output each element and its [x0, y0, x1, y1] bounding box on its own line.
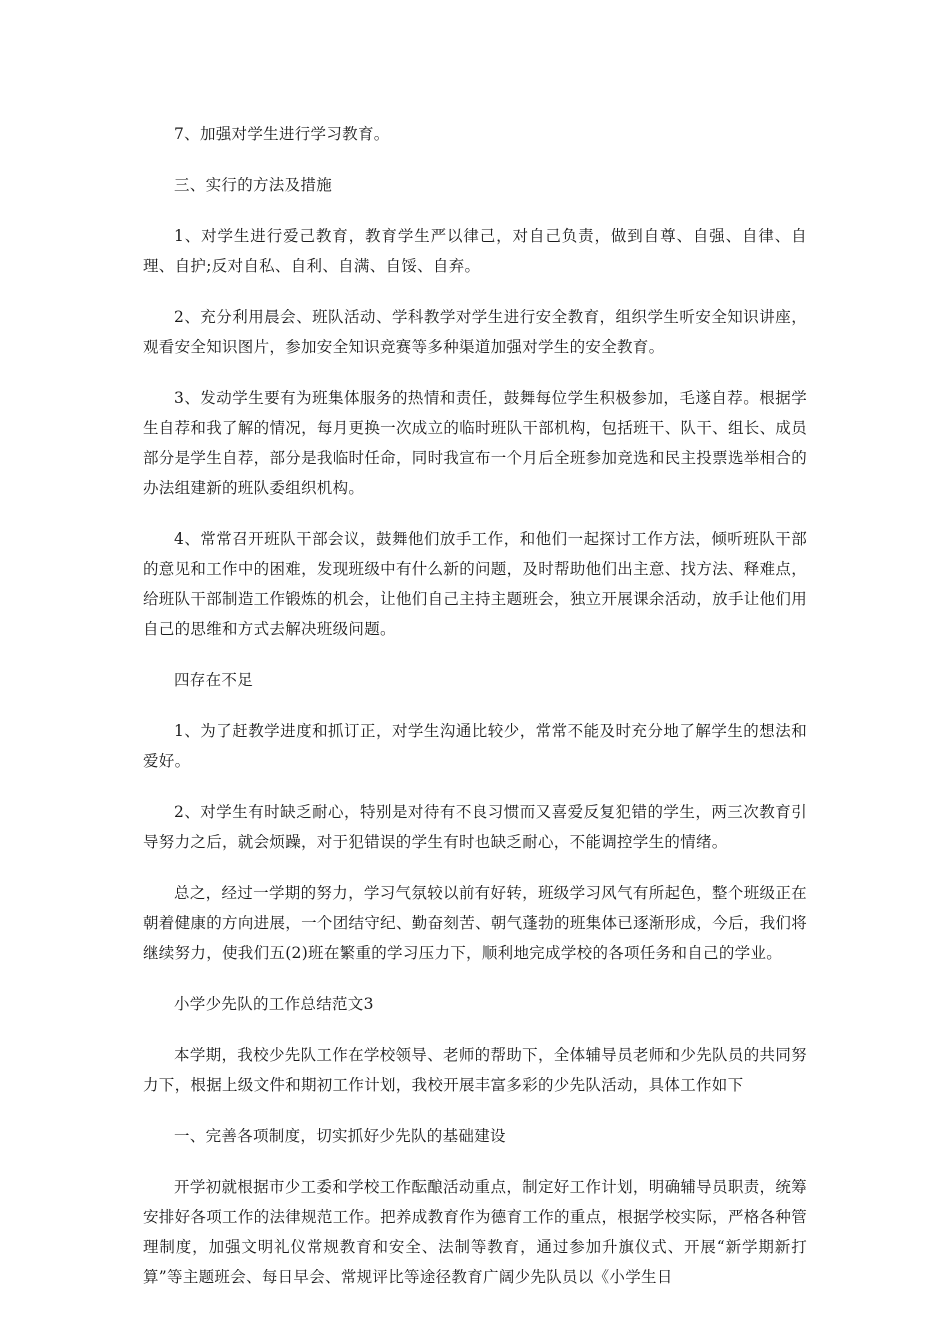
heading-sample-essay-3: 小学少先队的工作总结范文3: [174, 995, 374, 1013]
heading-methods-measures: 三、实行的方法及措施: [174, 176, 333, 194]
paragraph-class-cadre-selection: 3、发动学生要有为班集体服务的热情和责任，鼓舞每位学生积极参加，毛遂自荐。根据学生自荐和我了解的情况，每月更换一次成立的临时班队干部机构，包括班干、队干、组长、成员部分是学生自荐，部分是我临时任命，同时我宣布一个月后全班参加竞选和民主投票选举相合的办法组建新的班队委组织机构。: [143, 389, 807, 497]
paragraph-self-love-education: 1、对学生进行爱己教育，教育学生严以律己，对自己负责，做到自尊、自强、自律、自理、自护;反对自私、自利、自满、自馁、自弃。: [143, 227, 807, 275]
paragraph-cadre-meetings: 4、常常召开班队干部会议，鼓舞他们放手工作，和他们一起探讨工作方法，倾听班队干部的意见和工作中的困难，发现班级中有什么新的问题，及时帮助他们出主意、找方法、释难点，给班队干部制造工作锻炼的机会，让他们自己主持主题班会，独立开展课余活动，放手让他们用自己的思维和方式去解决班级问题。: [143, 530, 807, 638]
paragraph-semester-start: 开学初就根据市少工委和学校工作酝酿活动重点，制定好工作计划，明确辅导员职责，统筹安排好各项工作的法律规范工作。把养成教育作为德育工作的重点，根据学校实际，严格各种管理制度，加强文明礼仪常规教育和安全、法制等教育，通过参加升旗仪式、开展“新学期新打算”等主题班会、每日早会、常规评比等途径教育广阔少先队员以《小学生日: [143, 1178, 807, 1286]
heading-improve-systems: 一、完善各项制度，切实抓好少先队的基础建设: [174, 1127, 506, 1145]
paragraph-safety-education: 2、充分利用晨会、班队活动、学科教学对学生进行安全教育，组织学生听安全知识讲座，观看安全知识图片，参加安全知识竞赛等多种渠道加强对学生的安全教育。: [143, 308, 807, 356]
paragraph-shortcoming-communication: 1、为了赶教学进度和抓订正，对学生沟通比较少，常常不能及时充分地了解学生的想法和爱好。: [143, 722, 807, 770]
heading-shortcomings: 四存在不足: [174, 671, 254, 689]
document-body: [143, 119, 807, 1313]
paragraph-semester-intro: 本学期，我校少先队工作在学校领导、老师的帮助下，全体辅导员老师和少先队员的共同努力下，根据上级文件和期初工作计划，我校开展丰富多彩的少先队活动，具体工作如下: [143, 1046, 807, 1094]
paragraph-shortcoming-patience: 2、对学生有时缺乏耐心，特别是对待有不良习惯而又喜爱反复犯错的学生，两三次教育引导努力之后，就会烦躁，对于犯错误的学生有时也缺乏耐心，不能调控学生的情绪。: [143, 803, 807, 851]
paragraph-study-education: 7、加强对学生进行学习教育。: [174, 125, 390, 143]
paragraph-summary: 总之，经过一学期的努力，学习气氛较以前有好转，班级学习风气有所起色，整个班级正在朝着健康的方向进展，一个团结守纪、勤奋刻苦、朝气蓬勃的班集体已逐渐形成，今后，我们将继续努力，使我们五(2)班在繁重的学习压力下，顺利地完成学校的各项任务和自己的学业。: [143, 884, 807, 962]
